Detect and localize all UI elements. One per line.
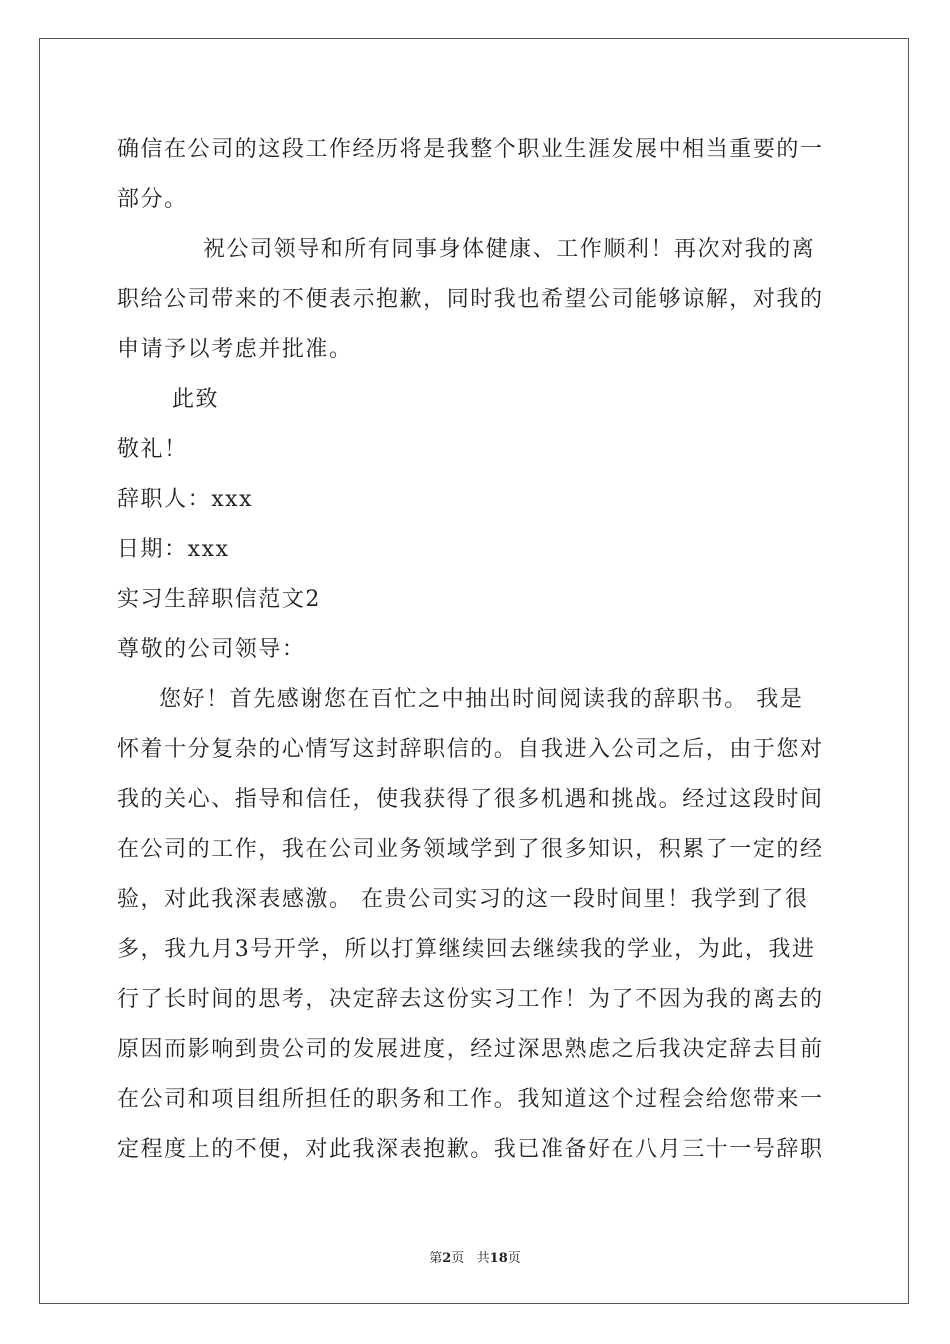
greeting: 尊敬的公司领导： [117,637,306,662]
signature-date: 日期：xxx [117,537,230,562]
body-line: 行了长时间的思考，决定辞去这份实习工作！为了不因为我的离去的 [117,987,824,1012]
body-line: 部分。 [117,187,188,212]
body-line: 在公司和项目组所担任的职务和工作。我知道这个过程会给您带来一 [117,1087,824,1112]
page-footer [0,1247,950,1266]
salutation-jingli: 敬礼！ [117,437,188,462]
body-line: 怀着十分复杂的心情写这封辞职信的。自我进入公司之后，由于您对 [117,737,824,762]
body-line: 原因而影响到贵公司的发展进度，经过深思熟虑之后我决定辞去目前 [117,1037,824,1062]
footer-prefix: 第 [429,1251,443,1266]
body-line: 验，对此我深表感激。 在贵公司实习的这一段时间里！我学到了很 [117,887,809,912]
body-line: 多，我九月3号开学，所以打算继续回去继续我的学业，为此，我进 [117,937,816,962]
footer-suffix: 页 [507,1251,521,1266]
section-title: 实习生辞职信范文2 [117,587,321,612]
current-page-number: 2 [442,1251,452,1266]
body-line: 确信在公司的这段工作经历将是我整个职业生涯发展中相当重要的一 [117,137,824,162]
footer-middle: 页 共 [451,1251,490,1266]
body-line: 我的关心、指导和信任，使我获得了很多机遇和挑战。经过这段时间 [117,787,824,812]
total-pages-number: 18 [489,1251,508,1266]
closing-paragraph-line: 祝公司领导和所有同事身体健康、工作顺利！再次对我的离 [203,237,816,262]
document-body [117,125,833,1175]
body-line: 您好！首先感谢您在百忙之中抽出时间阅读我的辞职书。 我是 [159,687,804,712]
salutation-cizhi: 此致 [172,387,220,412]
resigner-name: 辞职人：xxx [117,487,254,512]
body-line: 在公司的工作，我在公司业务领域学到了很多知识，积累了一定的经 [117,837,824,862]
body-line: 定程度上的不便，对此我深表抱歉。我已准备好在八月三十一号辞职 [117,1137,824,1162]
body-line: 申请予以考虑并批准。 [117,337,353,362]
body-line: 职给公司带来的不便表示抱歉，同时我也希望公司能够谅解，对我的 [117,287,824,312]
